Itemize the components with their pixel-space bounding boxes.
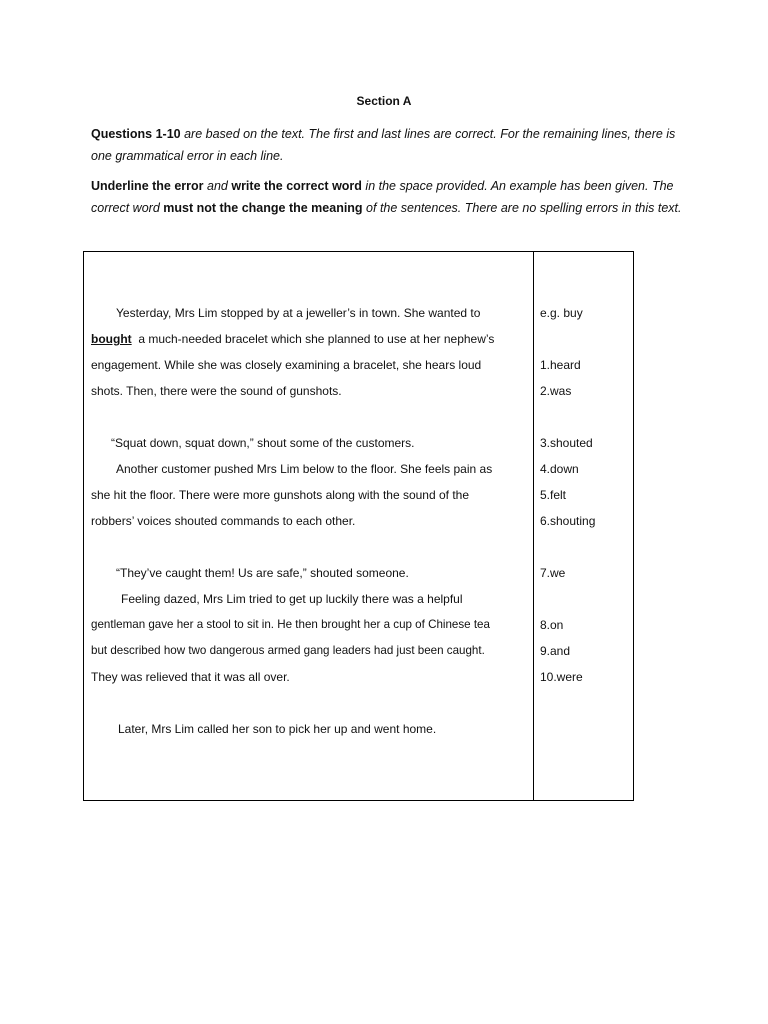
passage-line [91,331,494,347]
answer-2: 2.was [540,384,572,398]
passage-line: robbers’ voices shouted commands to each other. [91,514,356,528]
answer-1: 1.heard [540,358,581,372]
answer-10: 10.were [540,670,583,684]
instruction-paragraph-1 [91,123,691,167]
answer-example: e.g. buy [540,306,583,320]
instruction-text: in the space provided. An example has been given. The [361,179,674,193]
instruction-text: of the sentences. There are no spelling errors in this text. [362,201,682,215]
answer-8: 8.on [540,618,564,632]
answer-7: 7.we [540,566,566,580]
instruction-bold: Underline the error [91,179,204,193]
instruction-bold: write the correct word [231,179,362,193]
passage-line: Another customer pushed Mrs Lim below to the floor. She feels pain as [116,462,493,476]
passage-line: but described how two dangerous armed gang leaders had just been caught. [91,644,485,657]
underlined-error: bought [91,332,132,346]
answer-4: 4.down [540,462,579,476]
passage-line: They was relieved that it was all over. [91,670,290,684]
instruction-text: one grammatical error in each line. [91,149,284,163]
passage-line: gentleman gave her a stool to sit in. He then brought her a cup of Chinese tea [91,618,490,631]
passage-line: Later, Mrs Lim called her son to pick her up and went home. [118,722,437,736]
instruction-paragraph-2 [91,175,691,219]
answer-9: 9.and [540,644,571,658]
passage-line: shots. Then, there were the sound of gunshots. [91,384,342,398]
passage-line: Feeling dazed, Mrs Lim tried to get up luckily there was a helpful [121,592,463,606]
instruction-text: are based on the text. The first and last lines are correct. For the remaining lines, there is [180,127,676,141]
passage-line: she hit the floor. There were more gunshots along with the sound of the [91,488,470,502]
answer-3: 3.shouted [540,436,593,450]
instruction-bold: must not the change the meaning [163,201,363,215]
passage-text: a much-needed bracelet which she planned to use at her nephew’s [131,332,495,346]
instruction-text: correct word [91,201,164,215]
instruction-text: and [203,179,232,193]
answer-5: 5.felt [540,488,567,502]
questions-range: Questions 1-10 [91,127,181,141]
passage-line: Yesterday, Mrs Lim stopped by at a jeweller’s in town. She wanted to [116,306,481,320]
column-divider [533,251,534,800]
section-title: Section A [356,94,412,108]
answer-6: 6.shouting [540,514,596,528]
passage-line: “They’ve caught them! Us are safe,” shouted someone. [116,566,409,580]
passage-line: “Squat down, squat down,” shout some of the customers. [111,436,415,450]
passage-line: engagement. While she was closely examining a bracelet, she hears loud [91,358,482,372]
